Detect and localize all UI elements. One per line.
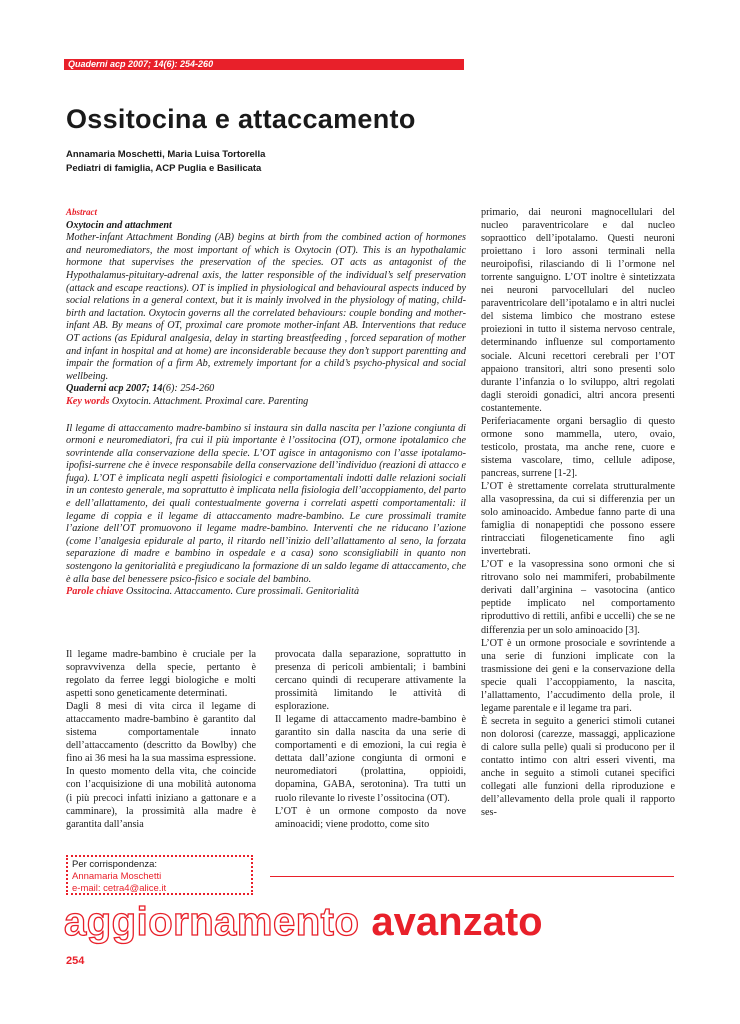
section-label <box>64 898 543 946</box>
citation-bar <box>64 59 464 70</box>
abstract-ref-bold: Quaderni acp 2007; 14 <box>66 383 163 395</box>
paragraph: Periferiacamente organi bersaglio di questo ormone sono mammella, utero, ovaio, testicolo, prostata, ma anche rene, cuore e sistema vascolare, timo, cellule adipose, pancreas, surrene [1-2]. <box>481 415 675 479</box>
body-column-right <box>481 206 675 819</box>
citation-text: Quaderni acp 2007; 14(6): 254-260 <box>68 59 214 69</box>
section-label-outline: aggiornamento <box>64 900 360 944</box>
abstract-section <box>66 206 466 599</box>
page-number: 254 <box>66 955 85 967</box>
divider <box>270 876 674 877</box>
keywords: Oxytocin. Attachment. Proximal care. Parenting <box>111 395 309 407</box>
authors: Annamaria Moschetti, Maria Luisa Tortorella <box>66 149 266 160</box>
abstract-text: Mother-infant Attachment Bonding (AB) begins at birth from the combined action of hormones and neuromediators, the most important of which is Oxytocin (OT). This is an hypothalamic hormone that supervises the preservation of the species. OT acts as antagonist of the Hypothalamus-pituitary-adrenal axis, the latter responsible of the individual’s self preservation (attack and escape reactions). OT is implied in physiological and behavioural aspects induced by social relations in a general context, but it is mainly involved in the physiology of mating, child-birth and lactation. Oxytocin governs all the correlated behaviours: couple bonding and mother-infant AB. By means of OT, proximal care promote mother-infant AB. Interventions that reduce OT actions (as Epidural analgesia, delay in starting breastfeeding , forced separation of mother and infant in hospital and at home) are inconsiderable because they don’t support parentting and impair the formation of a firm Ab, extremely important for a child’s psycho-physical and social wellbeing. <box>66 232 466 382</box>
abstract-ref-rest: (6): 254-260 <box>162 383 215 395</box>
paragraph: L’OT è strettamente correlata strutturalmente alla vasopressina, da cui si differenzia per un solo aminoacido. Ambedue fanno parte di una famiglia di nonapeptidi che possono essere rintracciati filogeneticamente fino agli invertebrati. <box>481 480 675 558</box>
body-column-middle <box>275 648 466 831</box>
parole-chiave: Ossitocina. Attaccamento. Cure prossimali. Genitorialità <box>125 586 360 598</box>
paragraph: È secreta in seguito a generici stimoli cutanei non dolorosi (carezze, massaggi, applicazione di calore sulla pelle) quali si producono per il contatto intimo con altri esseri viventi, ma anche in seguito a stimoli cutanei specifici collegati alle funzioni della riproduzione e dell’allevamento della prole quali il rapporto ses- <box>481 715 675 819</box>
paragraph: Il legame madre-bambino è cruciale per la sopravvivenza della specie, pertanto è regolato da ferree leggi biologiche e molti aspetti sono geneticamente determinati. <box>66 649 256 700</box>
paragraph: primario, dai neuroni magnocellulari del nucleo paraventricolare e dal nucleo sopraottico dell’ipotalamo. Questi neuroni proiettano i loro assoni terminali nella neuroipofisi, rilasciando di lì l’ormone nel torrente sanguigno. L’OT inoltre è sintetizzata nei neuroni parvocellulari del nucleo paraventricolare dell’ipotalamo e in altri nuclei del sistema limbico che mostrano estese proiezioni in tutto il sistema nervoso centrale, determinando influenze sul comportamento sociale. Alcuni recettori cerebrali per l’OT appaiono transitori, altri sono presenti solo durante l’infanzia o lo sviluppo, altri regolati dagli steroidi gonadici, altri ancora presenti costantemente. <box>481 207 675 414</box>
riassunto-text: Il legame di attaccamento madre-bambino si instaura sin dalla nascita per l’azione congiunta di ormoni e neuromediatori, fra cui il più importante è l’ossitocina (OT), ormone ipotalamico che sovrintende alla conservazione della specie. L’OT agisce in antagonismo con l’asse ipotalamo-ipofisi-surrene che è invece responsabile della conservazione dell’individuo (reazioni di attacco e fuga). L’OT è implicata negli aspetti fisiologici e comportamentali indotti dalle relazioni sociali in un contesto generale, ma soprattutto è implicata nella fisiologia dell’accoppiamento, del parto e dell’allattamento, dei quali contestualmente governa i correlati aspetti comportamentali: il legame di coppia e il legame di attaccamento madre-bambino. Le cure prossimali tramite l’azione dell’OT promuovono il legame madre-bambino. Interventi che ne riducano l’azione (come l’analgesia epidurale al parto, il ritardo nell’inizio dell’allattamento al seno, la forzata separazione di madre e bambino in ospedale e a casa) sono sconsigliabili in quanto non sostengono la genitorialità e pregiudicano la formazione di un saldo legame di attaccamento, che è alla base del benessere psico-fisico e sociale del bambino. <box>66 422 466 585</box>
paragraph: L’OT e la vasopressina sono ormoni che si ritrovano solo nei mammiferi, probabilmente derivati dall’arginina – vasotocina (antico peptide implicato nel comportamento riproduttivo di rettili, anfibi e uccelli) che se ne differenzia per un solo aminoacido [3]. <box>481 559 675 636</box>
article-title: Ossitocina e attaccamento <box>66 104 416 134</box>
paragraph: L’OT è un ormone prosociale e sovrintende a una serie di funzioni implicate con la trasmissione dei geni e la conservazione della specie quali l’accoppiamento, la nascita, l’allattamento, l’accudimento della prole, il legame parentale e il legame tra pari. <box>481 637 675 714</box>
correspondence-box <box>66 855 253 895</box>
paragraph: Il legame di attaccamento madre-bambino è garantito sin dalla nascita da una serie di comportamenti e di emozioni, la cui regia è dettata dall’azione congiunta di ormoni e neuromediatori (prolattina, oppioidi, dopamina, GABA, serotonina). Tra tutti un ruolo rilevante lo riveste l’ossitocina (OT). <box>275 714 466 804</box>
paragraph: provocata dalla separazione, soprattutto in presenza di pericoli ambientali; i bambini cercano quindi di recuperare attivamente la prossimità limitando le attività di esplorazione. <box>275 649 466 713</box>
parole-chiave-label: Parole chiave <box>66 586 124 598</box>
abstract-subtitle: Oxytocin and attachment <box>66 219 172 231</box>
correspondence-label: Per corrispondenza: <box>72 859 158 870</box>
correspondence-name: Annamaria Moschetti <box>72 871 162 882</box>
paragraph: L’OT è un ormone composto da nove aminoacidi; viene prodotto, come sito <box>275 805 466 830</box>
affiliation: Pediatri di famiglia, ACP Puglia e Basilicata <box>66 163 262 174</box>
abstract-label: Abstract <box>66 207 98 217</box>
section-label-solid: avanzato <box>371 900 543 944</box>
paragraph: Dagli 8 mesi di vita circa il legame di attaccamento madre-bambino è garantito dal sistema comportamentale innato dell’attaccamento (descritto da Bowlby) che fino ai 36 mesi ha la sua massima espressione. In questo momento della vita, che coincide con l’acquisizione di una mobilità autonoma (i più precoci infatti iniziano a gattonare e a camminare), la prossimità alla madre è garantita dall’ansia <box>66 701 256 830</box>
keywords-label: Key words <box>66 395 110 407</box>
body-column-left <box>66 648 256 831</box>
correspondence-email[interactable]: e-mail: cetra4@alice.it <box>72 883 167 894</box>
author-block <box>66 148 265 176</box>
